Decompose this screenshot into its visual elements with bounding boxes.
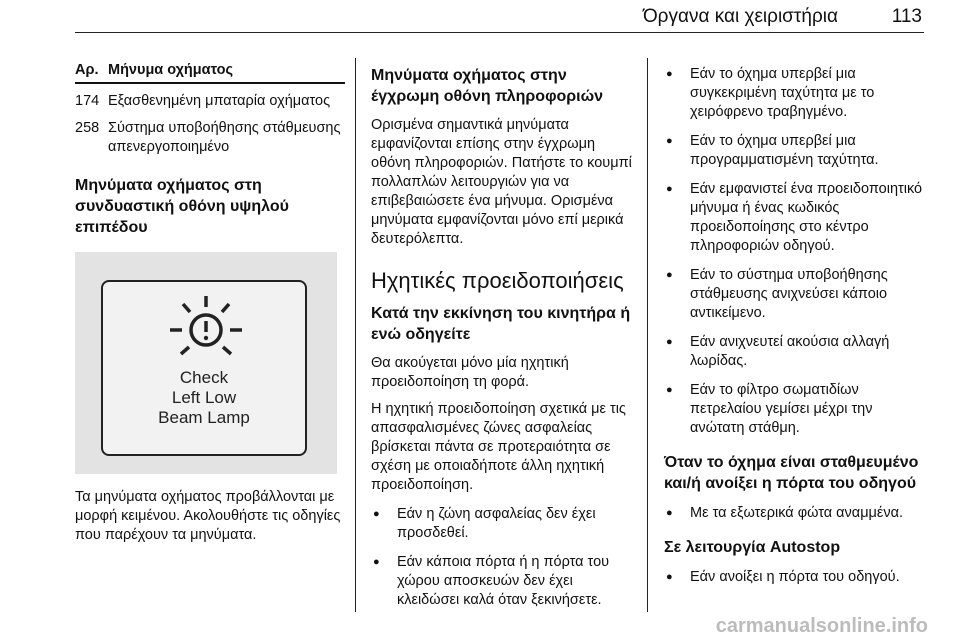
- body-paragraph: Τα μηνύματα οχήματος προβάλλονται με μορφή κειμένου. Ακολουθήστε τις οδηγίες που παρέχουν τα μηνύματα.: [75, 489, 341, 543]
- list-item: ● Εάν η ζώνη ασφαλείας δεν έχει προσδεθεί.: [371, 505, 633, 543]
- display-line: Left Low: [171, 388, 237, 407]
- watermark: carmanualsonline.info: [715, 615, 928, 637]
- message-table-header: [75, 62, 345, 84]
- table-cell-number: 258: [75, 120, 100, 136]
- column-divider-1: [355, 58, 356, 612]
- bullet-list: [664, 504, 928, 523]
- bullet-list: [664, 65, 928, 438]
- warning-lamp-icon: [153, 292, 259, 366]
- bullet-list: [664, 568, 928, 587]
- column-middle: [371, 62, 633, 610]
- list-item: ● Εάν το όχημα υπερβεί μια συγκεκριμένη ταχύτητα με το χειρόφρενο τραβηγμένο.: [664, 65, 928, 122]
- display-message: [103, 368, 305, 428]
- body-paragraph: Θα ακούγεται μόνο μία ηχητική προειδοποίηση τη φορά.: [371, 355, 569, 390]
- list-item: ● Εάν το σύστημα υποβοήθησης στάθμευσης ανιχνεύσει κάποιο αντικείμενο.: [664, 266, 928, 323]
- section-heading: Μηνύματα οχήματος στη συνδυαστική οθόνη υψηλού επιπέδου: [75, 177, 289, 236]
- bullet-list: [371, 505, 633, 610]
- body-paragraph: Ορισμένα σημαντικά μηνύματα εμφανίζονται επίσης στην έγχρωμη οθόνη πληροφοριών. Πατήστε το κουμπί πολλαπλών λειτουργιών για να επιβεβαιώσετε ένα μήνυμα. Ορισμένα μηνύματα εμφανίζονται μόνο επί μερικά δευτερόλεπτα.: [371, 117, 632, 247]
- table-cell-text: Σύστημα υποβοήθησης στάθμευσης απενεργοποιημένο: [108, 120, 341, 155]
- list-item: ● Εάν το φίλτρο σωματιδίων πετρελαίου γεμίσει μέχρι την ανώτατη στάθμη.: [664, 381, 928, 438]
- body-paragraph: Η ηχητική προειδοποίηση σχετικά με τις απασφαλισμένες ζώνες ασφαλείας βρίσκεται πάντα σε προτεραιότητα σε σχέση με οποιαδήποτε άλλη ηχητική προειδοποίηση.: [371, 401, 626, 493]
- table-row: [75, 92, 345, 111]
- list-item: ● Εάν κάποια πόρτα ή η πόρτα του χώρου αποσκευών δεν έχει κλειδώσει καλά όταν ξεκινήσετε.: [371, 553, 633, 610]
- subsection-heading: Κατά την εκκίνηση του κινητήρα ή ενώ οδηγείτε: [371, 305, 631, 343]
- display-line: Beam Lamp: [158, 408, 250, 427]
- illustration-panel: [75, 252, 337, 474]
- table-cell-text: Εξασθενημένη μπαταρία οχήματος: [108, 93, 331, 109]
- list-item: ● Με τα εξωτερικά φώτα αναμμένα.: [664, 504, 928, 523]
- table-row: [75, 119, 345, 157]
- list-item: ● Εάν ανοίξει η πόρτα του οδηγού.: [664, 568, 928, 587]
- display-line: Check: [179, 368, 229, 387]
- table-header-message: Μήνυμα οχήματος: [108, 62, 234, 78]
- column-right: [664, 62, 928, 587]
- table-cell-number: 174: [75, 93, 100, 109]
- section-heading: Μηνύματα οχήματος στην έγχρωμη οθόνη πληροφοριών: [371, 67, 604, 105]
- column-left: [75, 62, 345, 545]
- list-item: ● Εάν εμφανιστεί ένα προειδοποιητικό μήνυμα ή ένας κωδικός προειδοποίησης στο κέντρο πληροφοριών οδηγού.: [664, 180, 928, 256]
- subsection-heading: Όταν το όχημα είναι σταθμευμένο και/ή ανοίξει η πόρτα του οδηγού: [664, 454, 919, 492]
- page-header-title: Όργανα και χειριστήρια: [642, 6, 838, 27]
- table-header-number: Αρ.: [75, 62, 99, 78]
- header-rule: [75, 32, 924, 33]
- display-screen: [101, 280, 307, 456]
- page-number: 113: [891, 6, 922, 27]
- list-item: ● Εάν το όχημα υπερβεί μια προγραμματισμένη ταχύτητα.: [664, 132, 928, 170]
- chapter-heading: Ηχητικές προειδοποιήσεις: [371, 268, 624, 293]
- column-divider-2: [647, 58, 648, 612]
- list-item: ● Εάν ανιχνευτεί ακούσια αλλαγή λωρίδας.: [664, 333, 928, 371]
- subsection-heading: Σε λειτουργία Autostop: [664, 539, 841, 556]
